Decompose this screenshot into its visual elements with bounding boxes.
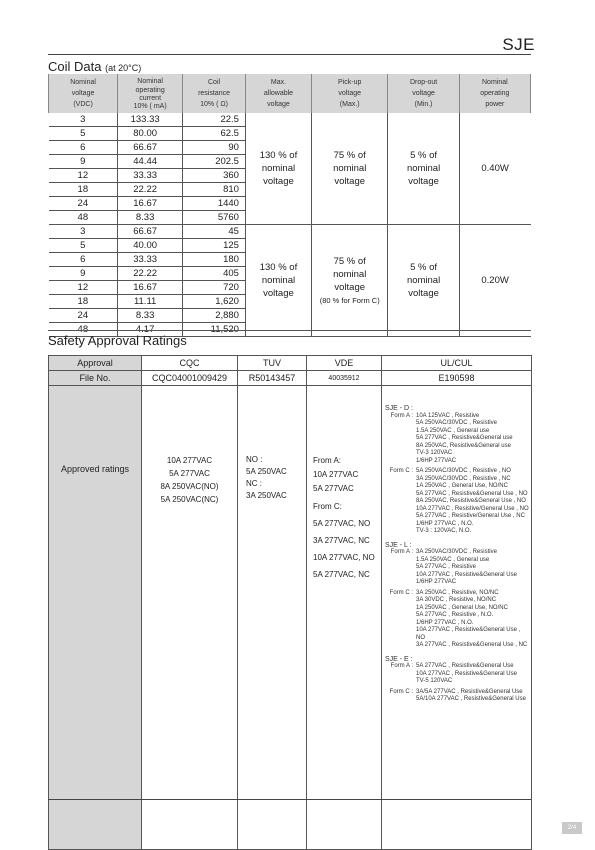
coil-header-line: (Max.) xyxy=(339,101,360,108)
ul-rating-row xyxy=(385,597,529,605)
coil-resistance: 11,520 xyxy=(183,323,246,337)
ul-rating-text: 8A 250VAC, Resistive&General Use , NO xyxy=(416,498,526,504)
vde-rating-line: 5A 277VAC, NO xyxy=(313,519,371,528)
ul-rating-row xyxy=(385,689,529,697)
coil-row xyxy=(49,225,531,239)
ul-rating-row xyxy=(385,506,529,514)
nominal-voltage: 3 xyxy=(49,225,118,239)
coil-header-cell xyxy=(245,74,311,113)
ul-rating-row xyxy=(385,513,529,521)
nominal-voltage: 48 xyxy=(49,211,118,225)
approval-label: Approval xyxy=(49,356,142,371)
vde-rating-line: 10A 277VAC, NO xyxy=(313,553,375,562)
ul-rating-text: 5A 277VAC , Resistive/General Use , NC xyxy=(416,513,525,519)
pickup-voltage-line: nominal xyxy=(333,268,367,280)
ul-form-label xyxy=(385,642,416,650)
coil-header-cell xyxy=(459,74,530,113)
max-allowable-voltage-line: 130 % of xyxy=(259,150,298,161)
ul-form-label xyxy=(385,597,416,605)
coil-header-cell xyxy=(118,74,183,113)
dropout-voltage-line: voltage xyxy=(408,288,439,299)
operating-current: 33.33 xyxy=(118,169,183,183)
ul-rating-text: 3A 30VDC , Resistive, NO/NC xyxy=(416,597,497,603)
coil-resistance: 2,880 xyxy=(183,309,246,323)
ul-rating-text: 3A 250VAC/30VDC , Resistive xyxy=(416,549,497,555)
ul-spacer xyxy=(385,704,529,707)
coil-header-line: 10% ( Ω) xyxy=(200,101,228,108)
pickup-voltage xyxy=(311,225,387,337)
ul-rating-row xyxy=(385,458,529,466)
ul-rating-text: TV-3 120VAC xyxy=(416,450,453,456)
ul-rating-text: 3A 250VAC/30VDC , Resistive , NC xyxy=(416,475,511,482)
coil-resistance: 1440 xyxy=(183,197,246,211)
nominal-voltage: 18 xyxy=(49,295,118,309)
nominal-voltage: 6 xyxy=(49,141,118,155)
nominal-voltage: 5 xyxy=(49,239,118,253)
operating-current: 66.67 xyxy=(118,225,183,239)
coil-header-cell xyxy=(49,74,118,113)
coil-header-line: resistance xyxy=(198,90,230,97)
ul-form-label: Form A : xyxy=(390,412,413,419)
ul-form-label xyxy=(385,476,416,484)
coil-resistance: 810 xyxy=(183,183,246,197)
ul-form-label xyxy=(385,605,416,613)
tuv-rating-line: 3A 250VAC xyxy=(246,491,287,500)
coil-data-title xyxy=(48,59,141,74)
file-vde: 40035912 xyxy=(307,371,382,386)
ul-rating-text: 1/6HP 277VAC , N.O. xyxy=(416,520,474,527)
pickup-voltage-line: voltage xyxy=(334,176,366,187)
operating-current: 11.11 xyxy=(118,295,183,309)
ul-rating-text: 10A 277VAC , Resistive&General Use , NO xyxy=(416,627,521,641)
pickup-voltage xyxy=(311,113,387,225)
vde-rating-line: From C: xyxy=(313,502,342,511)
ul-rating-text: 1/6HP 277VAC xyxy=(416,457,457,464)
ul-form-label xyxy=(385,612,416,620)
pickup-voltage-line: 75 % of xyxy=(333,255,366,267)
coil-header-line: Coil xyxy=(208,79,221,86)
file-no-row xyxy=(49,371,532,386)
coil-header-cell xyxy=(311,74,387,113)
coil-header-line: power xyxy=(485,101,505,108)
operating-power xyxy=(459,225,530,337)
ul-rating-text: 1/6HP 277VAC , N.O. xyxy=(416,619,474,626)
coil-header-line: Drop-out xyxy=(409,79,438,86)
ul-form-label: Form C : xyxy=(389,688,413,695)
max-allowable-voltage xyxy=(245,225,311,337)
coil-resistance: 5760 xyxy=(183,211,246,225)
vde-rating-line: 10A 277VAC xyxy=(313,470,359,479)
nominal-voltage: 9 xyxy=(49,267,118,281)
agency-ul: UL/CUL xyxy=(382,356,532,371)
coil-header-cell xyxy=(183,74,246,113)
cqc-ratings xyxy=(142,386,238,850)
coil-header-line: voltage xyxy=(267,101,290,108)
coil-resistance: 125 xyxy=(183,239,246,253)
operating-current: 16.67 xyxy=(118,281,183,295)
ul-rating-text: 3A 277VAC , Resistive&General Use , NC xyxy=(416,642,528,648)
ul-rating-row xyxy=(385,620,529,628)
ul-form-label xyxy=(385,528,416,536)
pickup-voltage-line: voltage xyxy=(334,281,366,293)
cqc-rating-line: 8A 250VAC(NO) xyxy=(160,482,219,491)
nominal-voltage: 48 xyxy=(49,323,118,337)
ul-rating-text: 3A 250VAC , Resistive, NO/NC xyxy=(416,589,499,596)
ul-rating-row xyxy=(385,627,529,642)
safety-title: Safety Approval Ratings xyxy=(48,333,187,348)
ul-form-label: Form A : xyxy=(390,663,413,669)
coil-resistance: 62.5 xyxy=(183,127,246,141)
ul-rating-text: 1.5A 250VAC , General use xyxy=(416,427,490,434)
coil-resistance: 90 xyxy=(183,141,246,155)
dropout-voltage-line: nominal xyxy=(406,275,441,286)
ul-form-label xyxy=(385,521,416,529)
ul-form-label xyxy=(385,428,416,436)
file-tuv: R50143457 xyxy=(238,371,307,386)
coil-resistance: 22.5 xyxy=(183,113,246,127)
ul-rating-text: 10A 277VAC , Resistive&General Use xyxy=(416,670,517,677)
ul-rating-text: 5A 277VAC , Resistive&General use xyxy=(416,435,513,441)
ul-rating-row xyxy=(385,498,529,506)
operating-current: 66.67 xyxy=(118,141,183,155)
ul-rating-text: 10A 277VAC , Resistive&General Use xyxy=(416,571,517,578)
nominal-voltage: 12 xyxy=(49,169,118,183)
tuv-ratings xyxy=(238,386,307,850)
ul-form-label xyxy=(385,579,416,587)
operating-current: 33.33 xyxy=(118,253,183,267)
ul-rating-text: 1A 250VAC , General Use, NO/NC xyxy=(416,483,508,489)
dropout-voltage xyxy=(388,113,459,225)
ul-rating-row xyxy=(385,476,529,484)
ul-rating-row xyxy=(385,671,529,679)
ul-rating-text: 5A 250VAC/30VDC , Resistive xyxy=(416,420,497,426)
coil-resistance: 720 xyxy=(183,281,246,295)
dropout-voltage-line: 5 % of xyxy=(410,262,438,273)
coil-header-line: (Min.) xyxy=(414,101,433,108)
ul-rating-text: TV-3 : 120VAC, N.O. xyxy=(416,528,472,534)
ul-form-label xyxy=(385,696,416,704)
ul-spacer xyxy=(385,536,529,539)
ul-form-label xyxy=(385,450,416,458)
agency-tuv: TUV xyxy=(238,356,307,371)
max-allowable-voltage-line: 130 % of xyxy=(259,262,298,273)
pickup-voltage-line: 75 % of xyxy=(333,150,366,161)
vde-rating-line: 3A 277VAC, NC xyxy=(313,536,370,545)
coil-header-line: Pick-up xyxy=(338,79,362,86)
ul-rating-row xyxy=(385,435,529,443)
ul-form-label xyxy=(385,513,416,521)
ul-rating-text: 5A 250VAC/30VDC , Resistive , NO xyxy=(416,468,511,474)
ul-rating-text: 5A 277VAC , Resistive xyxy=(416,564,476,570)
tuv-rating-line: 5A 250VAC xyxy=(246,467,287,476)
coil-resistance: 202.5 xyxy=(183,155,246,169)
coil-resistance: 1,620 xyxy=(183,295,246,309)
ul-form-label xyxy=(385,506,416,514)
ul-rating-row xyxy=(385,521,529,529)
coil-resistance: 405 xyxy=(183,267,246,281)
ul-rating-row xyxy=(385,605,529,613)
cqc-rating-line: 5A 250VAC(NC) xyxy=(160,495,219,504)
vde-rating-line: From A: xyxy=(313,456,342,465)
dropout-voltage xyxy=(388,225,459,337)
ul-rating-text: 5A 277VAC , Resistive , N.O. xyxy=(416,612,494,618)
ul-form-label xyxy=(385,498,416,506)
ul-rating-row xyxy=(385,564,529,572)
coil-header-line: current xyxy=(139,95,162,102)
nominal-voltage: 3 xyxy=(49,113,118,127)
ul-rating-row xyxy=(385,678,529,686)
ul-rating-text: TV-5 120VAC xyxy=(416,678,453,684)
safety-approval-table xyxy=(48,355,531,850)
ul-rating-row xyxy=(385,696,529,704)
coil-header-line: voltage xyxy=(412,90,435,97)
ul-form-label xyxy=(385,557,416,565)
ul-rating-row xyxy=(385,483,529,491)
operating-current: 44.44 xyxy=(118,155,183,169)
max-allowable-voltage-line: nominal xyxy=(261,163,296,174)
coil-data-table xyxy=(48,74,531,337)
ul-rating-row xyxy=(385,663,529,671)
ul-rating-row xyxy=(385,420,529,428)
ul-form-label xyxy=(385,572,416,580)
dropout-voltage-line: nominal xyxy=(406,163,441,174)
bottom-rule xyxy=(48,799,531,800)
coil-row xyxy=(49,113,531,127)
ul-rating-row xyxy=(385,590,529,598)
operating-power-line: 0.20W xyxy=(481,275,509,286)
ul-form-label: Form C : xyxy=(389,589,413,596)
file-cqc: CQC04001009429 xyxy=(142,371,238,386)
ul-rating-text: 1.5A 250VAC , General use xyxy=(416,556,490,563)
coil-header-line: (VDC) xyxy=(73,101,93,108)
ul-series-label: SJE - L : xyxy=(385,541,412,549)
ul-form-label xyxy=(385,491,416,499)
coil-resistance: 360 xyxy=(183,169,246,183)
coil-bottom-rule xyxy=(48,330,531,331)
ul-rating-row xyxy=(385,491,529,499)
file-ul: E190598 xyxy=(382,371,532,386)
dropout-voltage-line: voltage xyxy=(408,176,439,187)
ul-form-label xyxy=(385,564,416,572)
ul-rating-row xyxy=(385,557,529,565)
coil-header-line: operating xyxy=(135,87,165,94)
operating-current: 22.22 xyxy=(118,267,183,281)
dropout-voltage-line: 5 % of xyxy=(410,150,438,161)
operating-current: 8.33 xyxy=(118,211,183,225)
vde-rating-line: 5A 277VAC, NC xyxy=(313,570,370,579)
coil-header-line: Nominal xyxy=(482,79,508,86)
ul-rating-row xyxy=(385,413,529,421)
ul-spacer xyxy=(385,650,529,653)
file-no-label: File No. xyxy=(49,371,142,386)
coil-resistance: 180 xyxy=(183,253,246,267)
ratings-row xyxy=(49,386,532,850)
coil-condition: (at 20°C) xyxy=(105,63,142,73)
ul-form-label xyxy=(385,620,416,628)
coil-title-text: Coil Data xyxy=(48,59,102,74)
operating-power xyxy=(459,113,530,225)
nominal-voltage: 12 xyxy=(49,281,118,295)
top-rule xyxy=(48,54,531,55)
model-title: SJE xyxy=(502,35,535,54)
coil-header-line: Nominal xyxy=(137,78,163,85)
tuv-rating-line: NC : xyxy=(246,479,262,488)
operating-current: 40.00 xyxy=(118,239,183,253)
ul-form-label xyxy=(385,678,416,686)
vde-rating-line: 5A 277VAC xyxy=(313,484,354,493)
operating-current: 22.22 xyxy=(118,183,183,197)
ul-rating-row xyxy=(385,450,529,458)
ul-rating-text: 3A/5A 277VAC , Resistive&General Use xyxy=(416,688,523,695)
ul-rating-row xyxy=(385,528,529,536)
ul-form-label xyxy=(385,443,416,451)
max-allowable-voltage-line: voltage xyxy=(263,288,294,299)
ul-rating-row xyxy=(385,642,529,650)
operating-current: 8.33 xyxy=(118,309,183,323)
approval-row xyxy=(49,356,532,371)
coil-header-line: Max. xyxy=(270,79,287,86)
coil-resistance: 45 xyxy=(183,225,246,239)
max-allowable-voltage xyxy=(245,113,311,225)
ul-form-label xyxy=(385,627,416,642)
ul-rating-row xyxy=(385,443,529,451)
ul-rating-row xyxy=(385,549,529,557)
ul-rating-text: 5A 277VAC , Resistive&General Use xyxy=(416,663,514,669)
ratings-label: Approved ratings xyxy=(49,386,142,850)
coil-header-line: voltage xyxy=(338,90,361,97)
ul-form-label: Form C : xyxy=(389,468,413,474)
ul-rating-row xyxy=(385,579,529,587)
ul-form-label xyxy=(385,483,416,491)
ul-rating-row xyxy=(385,572,529,580)
ul-rating-text: 1/6HP 277VAC xyxy=(416,579,457,585)
coil-header-line: operating xyxy=(480,90,510,97)
ul-form-label xyxy=(385,671,416,679)
operating-power-line: 0.40W xyxy=(481,163,509,174)
agency-vde: VDE xyxy=(307,356,382,371)
nominal-voltage: 9 xyxy=(49,155,118,169)
coil-header-line: 10% ( mA) xyxy=(133,103,167,110)
max-allowable-voltage-line: nominal xyxy=(261,275,296,286)
max-allowable-voltage-line: voltage xyxy=(263,176,294,187)
ul-rating-text: 8A 250VAC, Resistive&General use xyxy=(416,442,511,449)
cqc-rating-line: 10A 277VAC xyxy=(166,456,213,465)
ul-form-label xyxy=(385,435,416,443)
ul-rating-row xyxy=(385,612,529,620)
tuv-rating-line: NO : xyxy=(246,455,263,464)
operating-current: 80.00 xyxy=(118,127,183,141)
ul-series-label: SJE - E : xyxy=(385,655,413,663)
cqc-rating-line: 5A 277VAC xyxy=(169,469,210,478)
pickup-voltage-note: (80 % for Form C) xyxy=(319,295,380,305)
ul-rating-text: 10A 277VAC , Resistive/General Use , NO xyxy=(416,505,529,512)
ul-rating-text: 1A 250VAC , General Use, NO/NC xyxy=(416,604,508,611)
nominal-voltage: 24 xyxy=(49,309,118,323)
ul-ratings xyxy=(382,386,532,850)
ul-rating-text: 10A 125VAC , Resistive xyxy=(416,412,480,419)
nominal-voltage: 5 xyxy=(49,127,118,141)
ul-form-label xyxy=(385,420,416,428)
ul-rating-row xyxy=(385,428,529,436)
coil-header-row xyxy=(49,74,531,113)
coil-header-line: voltage xyxy=(71,90,95,97)
nominal-voltage: 6 xyxy=(49,253,118,267)
coil-header-line: Nominal xyxy=(70,79,96,86)
ul-series-label: SJE - D : xyxy=(385,405,414,412)
ul-form-label xyxy=(385,458,416,466)
operating-current: 133.33 xyxy=(118,113,183,127)
coil-header-cell xyxy=(388,74,459,113)
nominal-voltage: 24 xyxy=(49,197,118,211)
ul-rating-text: 5A/10A 277VAC , Resistive&General Use xyxy=(416,696,526,702)
coil-body xyxy=(49,113,531,337)
ul-rating-text: 5A 277VAC , Resistive&General Use , NO xyxy=(416,490,528,497)
vde-ratings xyxy=(307,386,382,850)
operating-current: 4.17 xyxy=(118,323,183,337)
page-number: 2/4 xyxy=(562,822,582,834)
agency-cqc: CQC xyxy=(142,356,238,371)
ul-form-label: Form A : xyxy=(390,549,413,555)
nominal-voltage: 18 xyxy=(49,183,118,197)
operating-current: 16.67 xyxy=(118,197,183,211)
ul-rating-row xyxy=(385,468,529,476)
pickup-voltage-line: nominal xyxy=(333,163,367,174)
coil-header-line: allowable xyxy=(263,90,294,97)
